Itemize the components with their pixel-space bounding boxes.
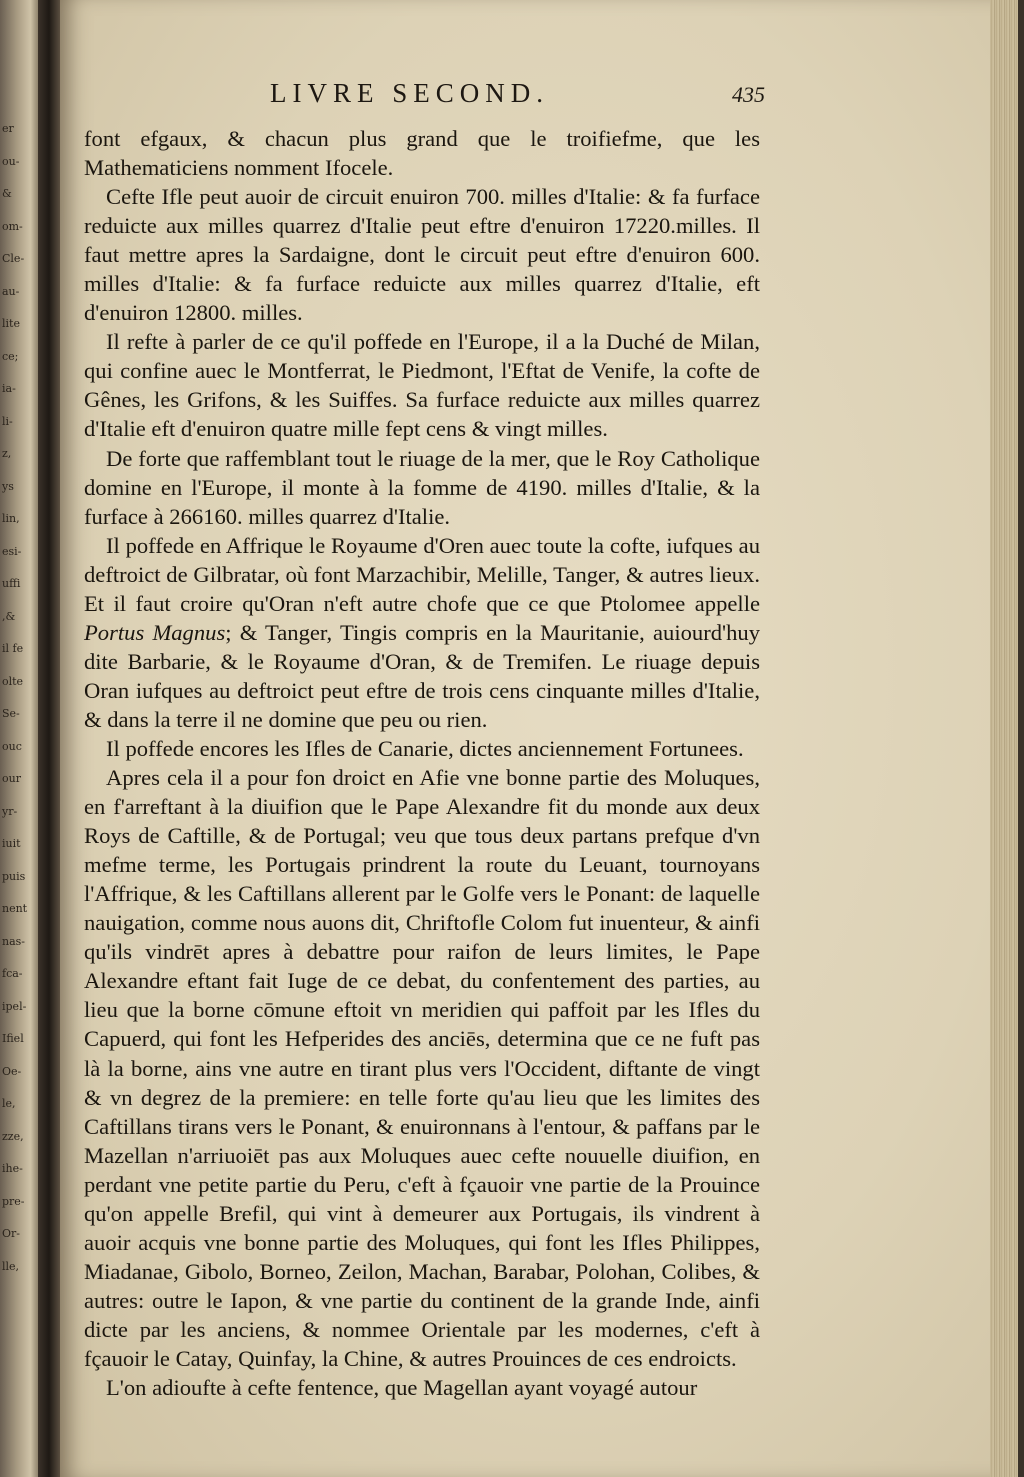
- facing-page-fragment: ce;: [2, 349, 19, 363]
- facing-page-fragment: nent: [2, 902, 28, 915]
- paragraph-text: ; & Tanger, Tingis compris en la Mauritanie, auiourd'huy dite Barbarie, & le Royaume d'Oran, & de Tremifen. Le riuage depuis Oran iufques au deftroict peut eftre de trois cens cinquante milles d'Italie, & dans la terre il ne domine que peu ou rien.: [84, 619, 760, 732]
- facing-page-fragment: Ifiel: [2, 1032, 24, 1045]
- facing-page-fragment: &: [2, 187, 12, 200]
- paragraph: font efgaux, & chacun plus grand que le troifiefme, que les Mathematiciens nomment Ifocele.: [84, 126, 760, 181]
- facing-page-fragment: nas-: [2, 934, 26, 948]
- facing-page-fragment: our: [2, 772, 21, 785]
- facing-page-fragment: puis: [2, 869, 26, 883]
- facing-page-fragment: le,: [2, 1097, 16, 1110]
- page-number: 435: [732, 82, 765, 107]
- facing-page-fragment: iuit: [2, 837, 21, 850]
- facing-page-fragment: ys: [2, 479, 14, 493]
- paragraph: De forte que raffemblant tout le riuage de la mer, que le Roy Catholique domine en l'Europe, il monte à la fomme de 4190. milles d'Italie, & la furface à 266160. milles quarrez d'Italie.: [84, 445, 760, 529]
- running-head: LIVRE SECOND.: [270, 78, 549, 108]
- facing-page-fragment: ihe-: [2, 1162, 23, 1175]
- facing-page-fragment: ouc: [2, 739, 22, 753]
- facing-page-fragment: Oe-: [2, 1064, 22, 1078]
- facing-page-fragment: il fe: [2, 642, 24, 655]
- facing-page-fragment: uffi: [2, 577, 21, 590]
- facing-page-fragment: er: [2, 122, 14, 135]
- body-text: [84, 124, 760, 1402]
- facing-page-edge: [0, 0, 38, 1477]
- facing-page-fragment: zze,: [2, 1129, 24, 1143]
- facing-page-fragment: lle,: [2, 1259, 20, 1273]
- facing-page-fragment: ou-: [2, 154, 20, 168]
- facing-page-fragment: yr-: [2, 804, 18, 818]
- facing-page-fragment: fca-: [2, 967, 23, 980]
- paragraph: L'on adioufte à cefte fentence, que Magellan ayant voyagé autour: [106, 1375, 698, 1401]
- facing-page-fragment: ,&: [2, 609, 16, 623]
- paragraph: [84, 531, 760, 734]
- paragraph: Cefte Ifle peut auoir de circuit enuiron 700. milles d'Italie: & fa furface reduicte aux milles quarrez d'Italie peut eftre d'enuiron 17220.milles. Il faut mettre apres la Sardaigne, dont le circuit peut eftre d'enuiron 600. milles d'Italie: & fa furface reduicte aux milles quarrez d'Italie, eft d'enuiron 12800. milles.: [84, 184, 760, 326]
- page-header: [60, 78, 990, 118]
- facing-page-fragment: Or-: [2, 1227, 20, 1240]
- book-page: [60, 0, 990, 1477]
- paragraph: Il refte à parler de ce qu'il poffede en l'Europe, il a la Duché de Milan, qui confine auec le Montferrat, le Piedmont, l'Eftat de Venife, la cofte de Gênes, les Grifons, & les Suiffes. Sa furface reduicte aux milles quarrez d'Italie eft d'enuiron quatre mille fept cens & vingt milles.: [84, 329, 760, 442]
- facing-page-fragment: au-: [2, 284, 20, 298]
- facing-page-fragment: lite: [2, 317, 20, 330]
- paragraph: Il poffede encores les Ifles de Canarie, dictes anciennement Fortunees.: [106, 735, 744, 761]
- facing-page-fragment: Cle-: [2, 252, 25, 265]
- italic-term: Portus Magnus: [84, 619, 226, 645]
- facing-page-fragment: pre-: [2, 1194, 25, 1208]
- book-gutter: [38, 0, 60, 1477]
- paragraph-text: Il poffede en Affrique le Royaume d'Oren auec toute la cofte, iufques au deftroict de Gilbratar, où font Marzachibir, Melille, Tanger, & autres lieux. Et il faut croire qu'Oran n'eft autre chofe que ce que Ptolomee appelle: [84, 532, 760, 616]
- facing-page-fragment: ipel-: [2, 999, 27, 1013]
- facing-page-fragment: om-: [2, 219, 23, 233]
- paragraph: Apres cela il a pour fon droict en Afie vne bonne partie des Moluques, en f'arreftant à la diuifion que le Pape Alexandre fit du monde aux deux Roys de Caftille, & de Portugal; veu que tous deux partans prefque d'vn mefme terme, les Portugais prindrent la route du Leuant, tournoyans l'Affrique, & les Caftillans allerent par le Golfe vers le Ponant: de laquelle nauigation, comme nous auons dit, Chriftofle Colom fut inuenteur, & ainfi qu'ils vindrēt apres à debattre pour raifon de leurs limites, le Pape Alexandre eftant fait Iuge de ce debat, du confentement des parties, au lieu que la borne cōmune eftoit vn meridien qui paffoit par les Ifles du Capuerd, qui font les Hefperides des anciēs, determina que ce ne fuft pas là la borne, ains vne autre en tirant plus vers l'Occident, diftante de vingt & vn degrez de la premiere: en telle forte qu'au lieu que les limites des Caftillans tirans vers le Ponant, & enuironnans à l'entour, & paffans par le Mazellan n'arriuoiēt pas aux Moluques auec cefte nouuelle diuifion, en perdant vne petite partie du Peru, c'eft à fçauoir vne partie de la Prouince qu'on appelle Brefil, qui vint à demeurer aux Portugais, ils vindrent à auoir acquis vne bonne partie des Moluques, qui font les Ifles Philippes, Miadanae, Gibolo, Borneo, Zeilon, Machan, Barabar, Polohan, Colibes, & autres: outre le Iapon, & vne partie du continent de la grande Inde, ainfi dicte par les anciens, & nommee Orientale par les modernes, c'eft à fçauoir le Catay, Quinfay, la Chine, & autres Prouinces de ces endroicts.: [84, 765, 760, 1371]
- page-stack-edge: [990, 0, 1024, 1477]
- facing-page-fragment: li-: [2, 414, 13, 428]
- facing-page-fragment: Se-: [2, 707, 20, 720]
- facing-page-fragment: lin,: [2, 512, 20, 525]
- facing-page-fragment: ia-: [2, 382, 16, 395]
- facing-page-fragment: olte: [2, 674, 24, 688]
- facing-page-fragment: esi-: [2, 544, 22, 558]
- facing-page-fragment: z,: [2, 447, 12, 460]
